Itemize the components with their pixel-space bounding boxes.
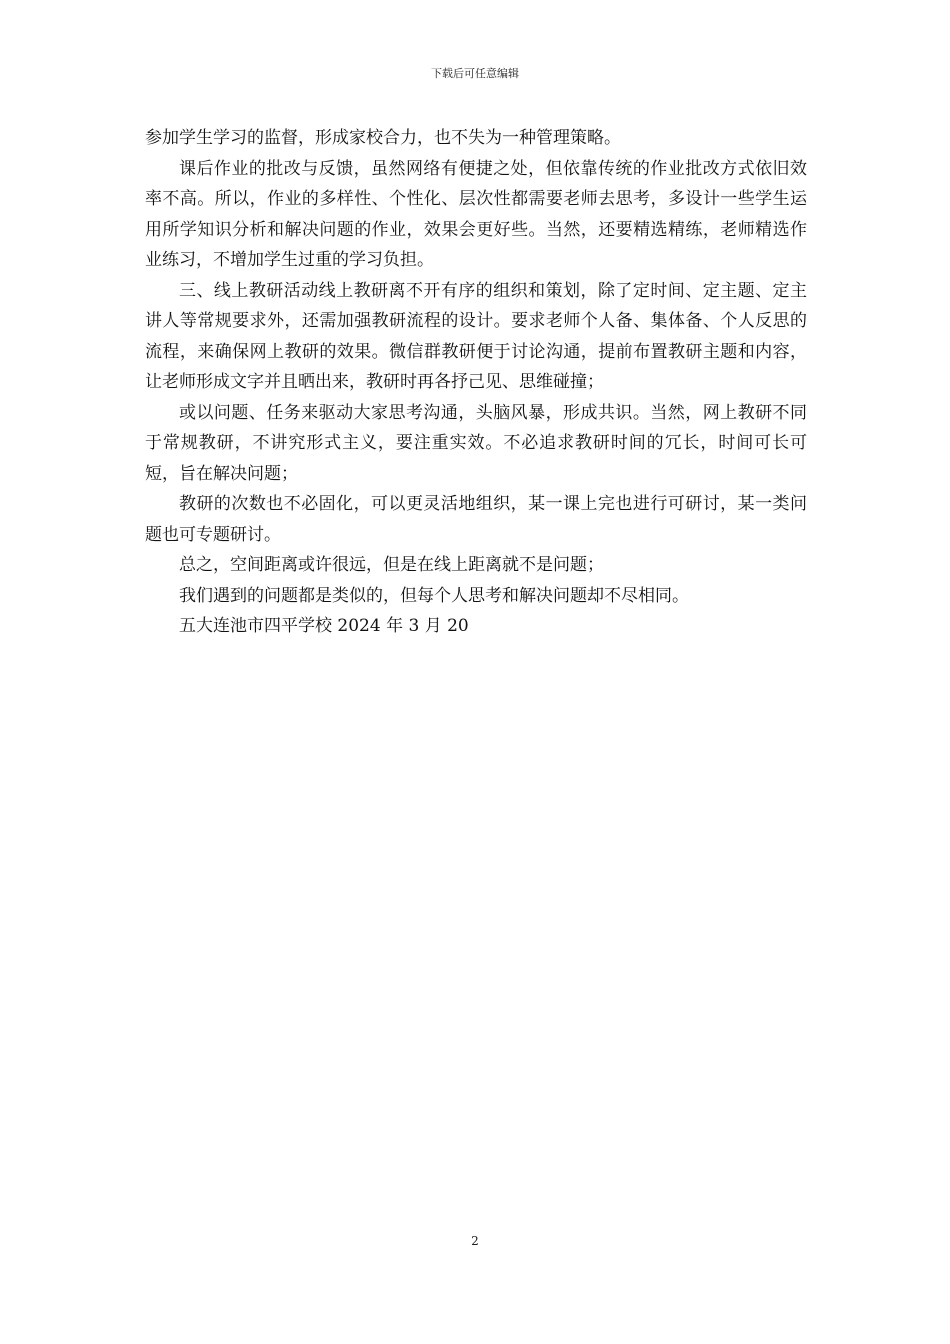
- paragraph-continuation: 参加学生学习的监督，形成家校合力，也不失为一种管理策略。: [145, 128, 621, 148]
- paragraph-online-research: 三、线上教研活动线上教研离不开有序的组织和策划，除了定时间、定主题、定主讲人等常规要求外，还需加强教研流程的设计。要求老师个人备、集体备、个人反思的流程，来确保网上教研的效果。微信群教研便于讨论沟通，提前布置教研主题和内容，让老师形成文字并且晒出来，教研时再各抒己见、思维碰撞；: [145, 280, 807, 392]
- paragraph-homework-feedback: 课后作业的批改与反馈，虽然网络有便捷之处，但依靠传统的作业批改方式依旧效率不高。所以，作业的多样性、个性化、层次性都需要老师去思考，多设计一些学生运用所学知识分析和解决问题的作业，效果会更好些。当然，还要精选精练，老师精选作业练习，不增加学生过重的学习负担。: [145, 158, 807, 270]
- paragraph-conclusion: 我们遇到的问题都是类似的，但每个人思考和解决问题却不尽相同。: [179, 585, 689, 606]
- paragraph-summary: 总之，空间距离或许很远，但是在线上距离就不是问题；: [179, 555, 604, 575]
- paragraph-research-frequency: 教研的次数也不必固化，可以更灵活地组织，某一课上完也进行可研讨，某一类问题也可专题研讨。: [145, 494, 807, 545]
- paragraph-problem-driven: 或以问题、任务来驱动大家思考沟通，头脑风暴，形成共识。当然，网上教研不同于常规教研，不讲究形式主义，要注重实效。不必追求教研时间的冗长，时间可长可短，旨在解决问题；: [145, 402, 807, 484]
- page-number: 2: [471, 1234, 479, 1248]
- signature-line: 五大连池市四平学校 2024 年 3 月 20: [179, 616, 469, 636]
- document-body: [145, 123, 807, 642]
- page-header: 下载后可任意编辑: [431, 67, 519, 80]
